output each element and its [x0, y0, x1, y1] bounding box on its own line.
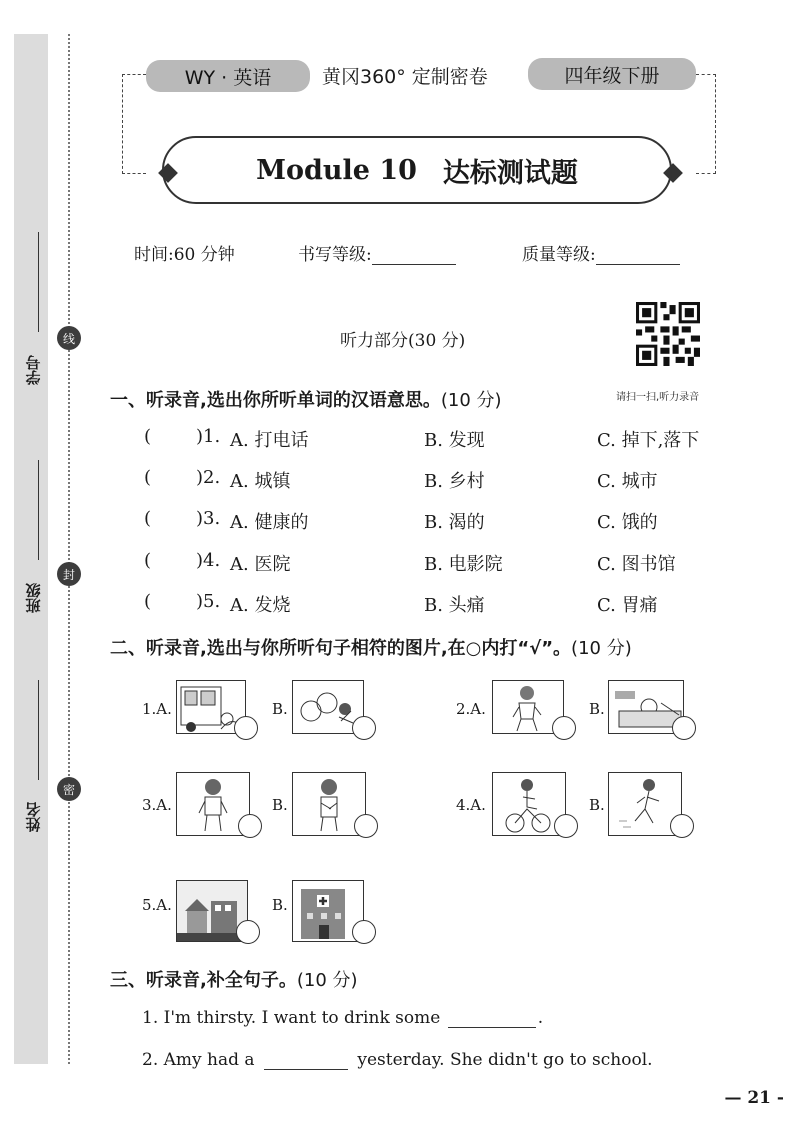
answer-bracket[interactable]: (	[144, 508, 152, 529]
answer-blank[interactable]	[448, 1027, 536, 1028]
seal-mark-xian: 线	[57, 326, 81, 350]
time-limit: 时间:60 分钟	[134, 245, 235, 265]
option-a: A. 城镇	[230, 471, 291, 492]
qr-caption: 请扫一扫,听力录音	[616, 392, 700, 403]
answer-circle[interactable]	[554, 814, 578, 838]
student-number-label: 学号	[24, 355, 43, 385]
picture-label: B.	[589, 700, 605, 718]
qr-code-icon[interactable]	[636, 302, 700, 366]
answer-blank[interactable]	[264, 1069, 348, 1070]
picture-label: 5.A.	[142, 896, 172, 914]
answer-circle[interactable]	[552, 716, 576, 740]
answer-bracket[interactable]: (	[144, 550, 152, 571]
option-a: A. 发烧	[230, 595, 291, 616]
option-c: C. 图书馆	[597, 554, 676, 575]
name-line[interactable]	[38, 680, 39, 780]
quality-grade: 质量等级:	[522, 240, 680, 265]
class-label: 班级	[24, 583, 43, 613]
binding-strip	[14, 34, 48, 1064]
page-title	[162, 136, 672, 204]
answer-circle[interactable]	[672, 716, 696, 740]
seal-mark-mi: 密	[57, 777, 81, 801]
option-c: C. 掉下,落下	[597, 430, 700, 451]
header-connector-left	[122, 74, 146, 174]
option-b: B. 发现	[424, 430, 485, 451]
answer-circle[interactable]	[352, 716, 376, 740]
fill-sentence: 2. Amy had a yesterday. She didn't go to school.	[142, 1050, 653, 1070]
option-c: C. 饿的	[597, 512, 658, 533]
answer-bracket[interactable]: (	[144, 467, 152, 488]
question-row: ( )4. A. 医院 B. 电影院 C. 图书馆	[144, 550, 676, 575]
question-row: ( )1. A. 打电话 B. 发现 C. 掉下,落下	[144, 426, 700, 451]
answer-bracket[interactable]: (	[144, 591, 152, 612]
name-label: 姓名	[24, 802, 43, 832]
option-b: B. 头痛	[424, 595, 485, 616]
answer-circle[interactable]	[234, 716, 258, 740]
picture-label: B.	[272, 896, 288, 914]
section-2-heading: 二、听录音,选出与你所听句子相符的图片,在○内打“√”。(10 分)	[110, 638, 632, 659]
header-connector-right	[696, 74, 716, 174]
answer-circle[interactable]	[236, 920, 260, 944]
class-line[interactable]	[38, 460, 39, 560]
section-1-heading: 一、听录音,选出你所听单词的汉语意思。(10 分)	[110, 390, 502, 411]
answer-bracket[interactable]: (	[144, 426, 152, 447]
section-3-heading: 三、听录音,补全句子。(10 分)	[110, 970, 358, 991]
question-row: ( )5. A. 发烧 B. 头痛 C. 胃痛	[144, 591, 658, 616]
question-row: ( )2. A. 城镇 B. 乡村 C. 城市	[144, 467, 658, 492]
answer-circle[interactable]	[238, 814, 262, 838]
picture-label: B.	[589, 796, 605, 814]
writing-grade: 书写等级:	[298, 240, 456, 265]
series-name: 黄冈360° 定制密卷	[322, 66, 488, 88]
page-number: — 21 -	[724, 1088, 784, 1108]
option-a: A. 健康的	[230, 512, 309, 533]
subject-pill: WY · 英语	[146, 60, 310, 92]
student-number-line[interactable]	[38, 232, 39, 332]
option-b: B. 电影院	[424, 554, 503, 575]
picture-label: B.	[272, 796, 288, 814]
option-a: A. 医院	[230, 554, 291, 575]
option-b: B. 乡村	[424, 471, 485, 492]
grade-pill: 四年级下册	[528, 58, 696, 90]
fill-sentence: 1. I'm thirsty. I want to drink some .	[142, 1008, 544, 1028]
option-c: C. 胃痛	[597, 595, 658, 616]
option-a: A. 打电话	[230, 430, 309, 451]
quality-grade-blank[interactable]	[596, 264, 680, 265]
answer-circle[interactable]	[352, 920, 376, 944]
picture-label: 3.A.	[142, 796, 172, 814]
question-row: ( )3. A. 健康的 B. 渴的 C. 饿的	[144, 508, 658, 533]
answer-circle[interactable]	[354, 814, 378, 838]
answer-circle[interactable]	[670, 814, 694, 838]
picture-label: B.	[272, 700, 288, 718]
picture-label: 4.A.	[456, 796, 486, 814]
option-b: B. 渴的	[424, 512, 485, 533]
title-module: Module 10	[256, 154, 417, 186]
title-test: 达标测试题	[442, 157, 578, 189]
listening-part-title: 听力部分(30 分)	[340, 331, 466, 351]
seal-mark-feng: 封	[57, 562, 81, 586]
option-c: C. 城市	[597, 471, 658, 492]
writing-grade-blank[interactable]	[372, 264, 456, 265]
picture-label: 1.A.	[142, 700, 172, 718]
cut-line	[68, 34, 70, 1064]
picture-label: 2.A.	[456, 700, 486, 718]
